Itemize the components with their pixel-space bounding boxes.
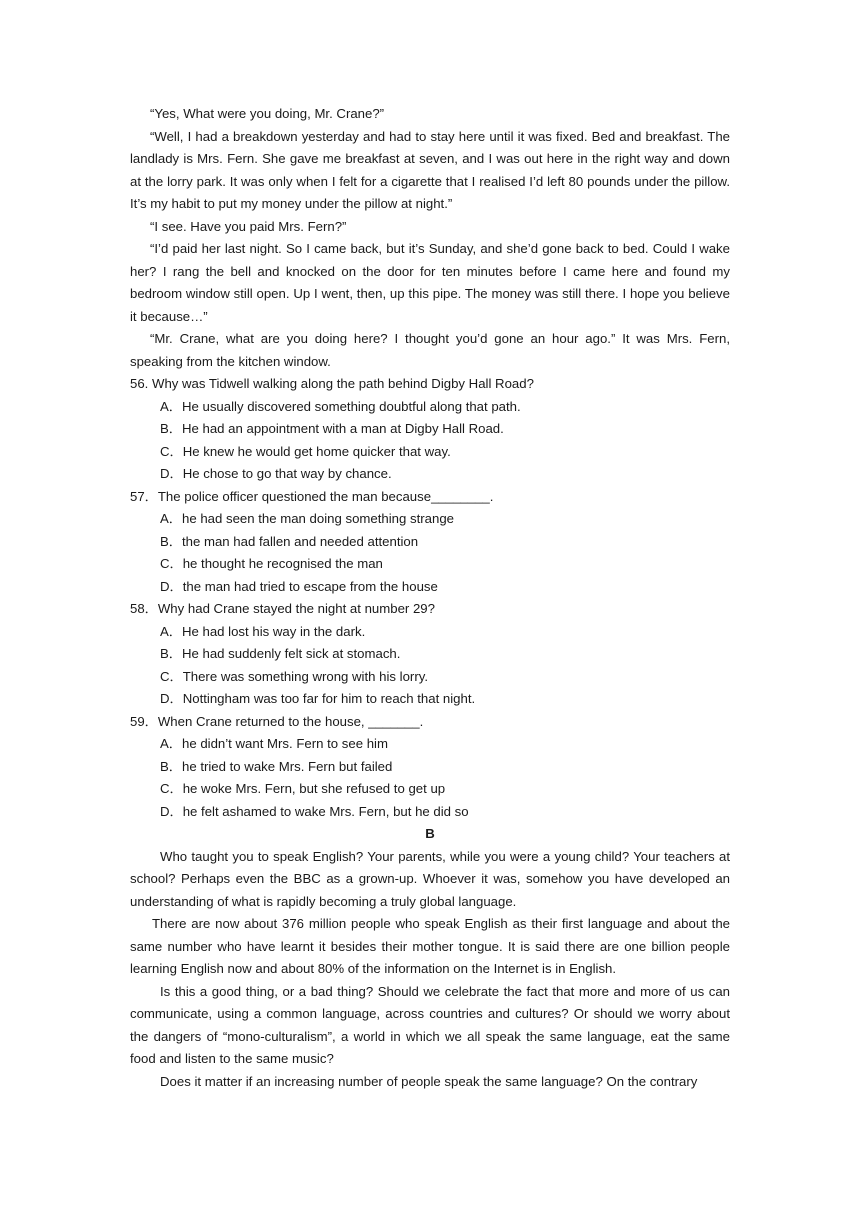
- option-c: C．He knew he would get home quicker that way.: [160, 443, 451, 459]
- question-58: [130, 598, 730, 711]
- body-paragraph: Who taught you to speak English? Your parents, while you were a young child? Your teachers at school? Perhaps even the BBC as a grown-up. Whoever it was, somehow you have developed an understanding of what is rapidly becoming a truly global language.: [130, 848, 730, 909]
- option-d: D．Nottingham was too far for him to reach that night.: [160, 691, 476, 706]
- question-stem: 58．Why had Crane stayed the night at number 29?: [130, 601, 435, 616]
- option-d: D．he felt ashamed to wake Mrs. Fern, but he did so: [160, 803, 469, 819]
- passage-a: [130, 103, 730, 373]
- question-57: [130, 486, 730, 599]
- option-b: B．He had an appointment with a man at Digby Hall Road.: [160, 421, 504, 436]
- section-heading: B: [425, 826, 435, 841]
- document-page: [130, 103, 730, 1093]
- body-paragraph: There are now about 376 million people who speak English as their first language and about the same number who have learnt it besides their mother tongue. It is said there are one billion people learning English now and about 80% of the information on the Internet is in English.: [130, 916, 730, 976]
- option-b: B．the man had fallen and needed attention: [160, 533, 419, 549]
- question-stem: 59．When Crane returned to the house, _______.: [130, 713, 424, 729]
- option-a: A．He usually discovered something doubtful along that path.: [160, 398, 521, 414]
- passage-b: [130, 823, 730, 1093]
- option-d: D．He chose to go that way by chance.: [160, 466, 392, 481]
- dialogue-paragraph: “Yes, What were you doing, Mr. Crane?”: [150, 106, 385, 121]
- dialogue-paragraph: “I see. Have you paid Mrs. Fern?”: [150, 218, 347, 234]
- question-59: [130, 711, 730, 824]
- body-paragraph: Is this a good thing, or a bad thing? Should we celebrate the fact that more and more of us can communicate, using a common language, across countries and cultures? Or should we worry about the dangers of “mono-culturalism”, a world in which we all speak the same language, eat the same food and listen to the same music?: [130, 983, 730, 1066]
- option-c: C．he thought he recognised the man: [160, 556, 383, 571]
- option-b: B．he tried to wake Mrs. Fern but failed: [160, 758, 393, 774]
- option-a: A．He had lost his way in the dark.: [160, 623, 366, 639]
- option-c: C．he woke Mrs. Fern, but she refused to get up: [160, 781, 446, 796]
- option-c: C．There was something wrong with his lorry.: [160, 668, 428, 684]
- question-stem: 57．The police officer questioned the man because________.: [130, 488, 494, 504]
- option-b: B．He had suddenly felt sick at stomach.: [160, 646, 401, 661]
- dialogue-paragraph: “Well, I had a breakdown yesterday and had to stay here until it was fixed. Bed and breakfast. The landlady is Mrs. Fern. She gave me breakfast at seven, and I was out here in the right way and down at the lorry park. It was only when I felt for a cigarette that I realised I’d left 80 pounds under the pillow. It’s my habit to put my money under the pillow at night.”: [130, 128, 730, 211]
- option-d: D．the man had tried to escape from the house: [160, 578, 438, 594]
- question-stem: 56. Why was Tidwell walking along the path behind Digby Hall Road?: [130, 376, 534, 391]
- option-a: A．he didn’t want Mrs. Fern to see him: [160, 736, 388, 751]
- body-paragraph: Does it matter if an increasing number of people speak the same language? On the contrary: [160, 1073, 698, 1089]
- dialogue-paragraph: “I’d paid her last night. So I came back, but it’s Sunday, and she’d gone back to bed. Could I wake her? I rang the bell and knocked on the door for ten minutes before I came here and found my bedroom window still open. Up I went, then, up this pipe. The money was still there. I hope you believe it because…”: [130, 241, 730, 324]
- dialogue-paragraph: “Mr. Crane, what are you doing here? I thought you’d gone an hour ago.” It was Mrs. Fern, speaking from the kitchen window.: [130, 331, 730, 369]
- question-56: [130, 373, 730, 486]
- option-a: A．he had seen the man doing something strange: [160, 511, 454, 526]
